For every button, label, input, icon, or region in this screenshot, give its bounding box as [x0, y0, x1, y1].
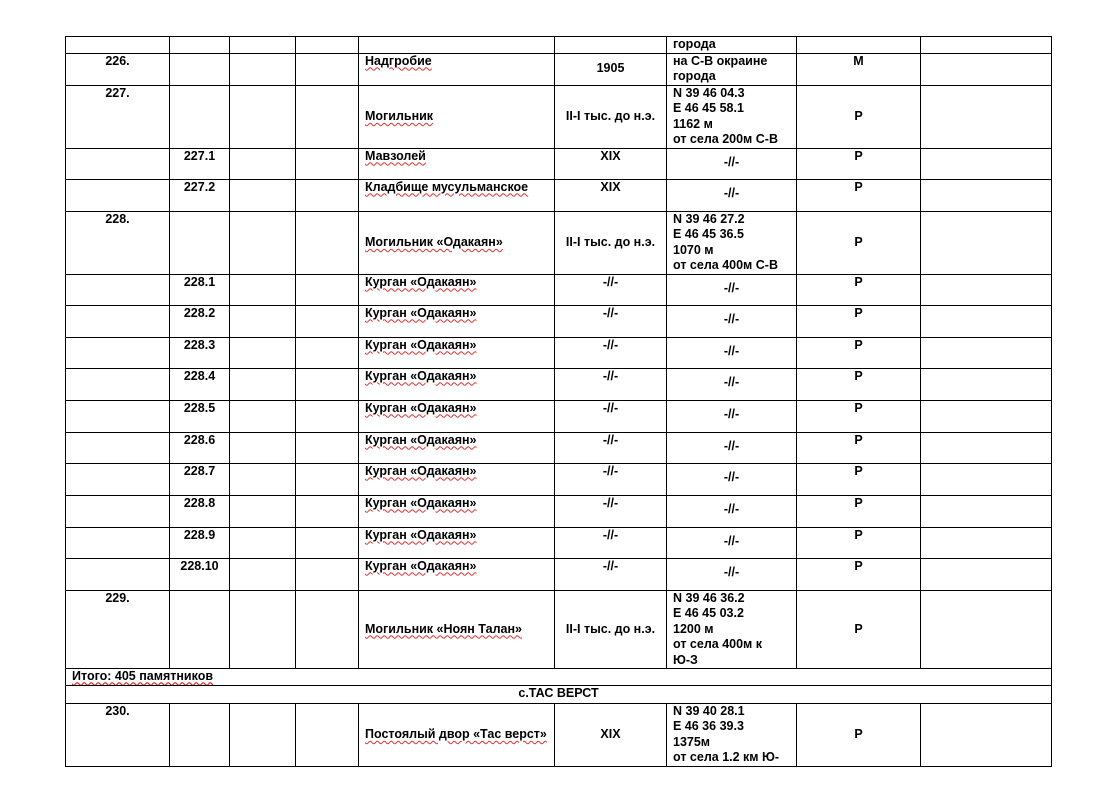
cell-empty	[230, 703, 296, 766]
cell-empty	[230, 53, 296, 85]
cell-empty	[230, 179, 296, 211]
cell-num: 226.	[66, 53, 170, 85]
cell-name	[359, 432, 555, 463]
location-line: E 46 45 03.2	[673, 606, 744, 620]
table-row	[66, 463, 1052, 495]
monument-name: Курган «Одакаян»	[365, 274, 477, 289]
table-body	[66, 37, 1052, 767]
location-ditto: -//-	[723, 406, 740, 421]
location-line: 1162 м	[673, 116, 713, 131]
cell-date: II-I тыс. до н.э.	[555, 590, 667, 669]
cell-num	[66, 148, 170, 179]
cell-date: -//-	[555, 337, 667, 368]
cell-date: -//-	[555, 400, 667, 432]
cell-name	[359, 463, 555, 495]
table-row	[66, 432, 1052, 463]
cell-empty	[296, 463, 359, 495]
cell-sub: 228.9	[170, 527, 230, 558]
monument-name: Мавзолей	[365, 148, 426, 163]
cell-category: Р	[797, 703, 921, 766]
cell-empty	[230, 37, 296, 54]
cell-date: XIX	[555, 179, 667, 211]
cell-category: Р	[797, 337, 921, 368]
monument-name: Могильник	[365, 108, 434, 123]
cell-empty	[921, 53, 1052, 85]
cell-sub: 228.7	[170, 463, 230, 495]
cell-name	[359, 37, 555, 54]
cell-name	[359, 85, 555, 148]
cell-sub: 228.2	[170, 305, 230, 337]
total-row	[66, 669, 1052, 686]
cell-empty	[921, 337, 1052, 368]
cell-name	[359, 305, 555, 337]
monument-name: Курган «Одакаян»	[365, 432, 477, 447]
cell-empty	[230, 85, 296, 148]
cell-sub: 228.10	[170, 558, 230, 590]
table-row	[66, 400, 1052, 432]
cell-category: Р	[797, 211, 921, 274]
location-ditto: -//-	[723, 469, 740, 484]
cell-empty	[230, 305, 296, 337]
cell-empty	[921, 703, 1052, 766]
location-ditto: -//-	[723, 154, 740, 169]
monument-name: Кладбище мусульманское	[365, 179, 529, 194]
cell-num: 227.	[66, 85, 170, 148]
cell-category: Р	[797, 432, 921, 463]
cell-location	[667, 274, 797, 305]
cell-empty	[296, 337, 359, 368]
monument-name: Курган «Одакаян»	[365, 527, 477, 542]
section-row	[66, 685, 1052, 703]
location-line: 1200 м	[673, 621, 714, 636]
cell-num	[66, 274, 170, 305]
cell-sub: 228.6	[170, 432, 230, 463]
table-row	[66, 148, 1052, 179]
cell-category: Р	[797, 495, 921, 527]
location-ditto: -//-	[723, 374, 740, 389]
table-row	[66, 703, 1052, 766]
cell-date: XIX	[555, 148, 667, 179]
cell-empty	[921, 274, 1052, 305]
cell-empty	[230, 463, 296, 495]
cell-empty	[296, 590, 359, 669]
cell-location	[667, 463, 797, 495]
cell-date: -//-	[555, 368, 667, 400]
location-line: 1375м	[673, 734, 711, 749]
cell-category	[797, 37, 921, 54]
location-line: N 39 46 27.2	[673, 211, 745, 226]
cell-empty	[230, 148, 296, 179]
location-line: города	[673, 69, 716, 83]
cell-empty	[230, 558, 296, 590]
cell-num: 230.	[66, 703, 170, 766]
cell-empty	[921, 463, 1052, 495]
cell-location	[667, 305, 797, 337]
location-ditto: -//-	[723, 438, 740, 453]
cell-location	[667, 527, 797, 558]
cell-category: Р	[797, 85, 921, 148]
cell-empty	[296, 527, 359, 558]
monument-name: Надгробие	[365, 53, 432, 68]
cell-sub	[170, 37, 230, 54]
location-ditto: -//-	[723, 185, 740, 200]
location-line: N 39 46 36.2	[673, 590, 745, 605]
cell-category: Р	[797, 558, 921, 590]
cell-empty	[921, 558, 1052, 590]
table-row	[66, 53, 1052, 85]
location-ditto: -//-	[723, 311, 740, 326]
cell-name	[359, 558, 555, 590]
cell-location	[667, 211, 797, 274]
cell-empty	[230, 590, 296, 669]
monument-name: Могильник «Ноян Талан»	[365, 621, 522, 636]
cell-empty	[296, 148, 359, 179]
location-line: от села 200м С-В	[673, 132, 778, 146]
cell-num: 228.	[66, 211, 170, 274]
cell-num	[66, 400, 170, 432]
cell-num	[66, 527, 170, 558]
total-text: Итого: 405 памятников	[72, 669, 214, 683]
cell-empty	[296, 432, 359, 463]
cell-empty	[230, 495, 296, 527]
cell-empty	[921, 432, 1052, 463]
table-row-continuation	[66, 37, 1052, 54]
cell-num	[66, 432, 170, 463]
cell-location	[667, 558, 797, 590]
cell-empty	[921, 495, 1052, 527]
cell-date: -//-	[555, 463, 667, 495]
cell-sub	[170, 53, 230, 85]
table-row	[66, 211, 1052, 274]
cell-empty	[230, 400, 296, 432]
location-line: E 46 45 36.5	[673, 227, 744, 241]
cell-date: -//-	[555, 558, 667, 590]
cell-num	[66, 37, 170, 54]
location-line: N 39 40 28.1	[673, 703, 745, 718]
cell-sub	[170, 703, 230, 766]
cell-sub: 228.5	[170, 400, 230, 432]
cell-category: Р	[797, 527, 921, 558]
monument-name: Постоялый двор «Тас верст»	[365, 726, 547, 741]
cell-category: Р	[797, 590, 921, 669]
total-cell	[66, 669, 1052, 686]
cell-empty	[296, 53, 359, 85]
cell-date: -//-	[555, 432, 667, 463]
location-ditto: -//-	[723, 343, 740, 358]
location-ditto: -//-	[723, 533, 740, 548]
cell-empty	[296, 274, 359, 305]
cell-location: города	[667, 37, 797, 54]
monument-name: Курган «Одакаян»	[365, 400, 477, 415]
cell-sub: 227.2	[170, 179, 230, 211]
cell-date: II-I тыс. до н.э.	[555, 211, 667, 274]
cell-category: Р	[797, 148, 921, 179]
cell-name	[359, 274, 555, 305]
cell-sub: 228.3	[170, 337, 230, 368]
cell-location	[667, 179, 797, 211]
cell-date: -//-	[555, 274, 667, 305]
cell-num: 229.	[66, 590, 170, 669]
cell-sub	[170, 85, 230, 148]
cell-location	[667, 400, 797, 432]
cell-sub: 228.4	[170, 368, 230, 400]
cell-category: Р	[797, 400, 921, 432]
section-title: с.ТАС ВЕРСТ	[66, 685, 1052, 703]
table-row	[66, 337, 1052, 368]
cell-date	[555, 37, 667, 54]
cell-empty	[921, 527, 1052, 558]
cell-sub	[170, 211, 230, 274]
cell-empty	[230, 432, 296, 463]
cell-name	[359, 495, 555, 527]
cell-empty	[296, 305, 359, 337]
cell-location	[667, 368, 797, 400]
cell-name	[359, 400, 555, 432]
cell-location	[667, 495, 797, 527]
monument-name: Курган «Одакаян»	[365, 495, 477, 510]
location-line: от села 400м к	[673, 637, 763, 651]
cell-empty	[921, 211, 1052, 274]
cell-category: Р	[797, 305, 921, 337]
monuments-table	[65, 36, 1052, 767]
table-row	[66, 590, 1052, 669]
cell-num	[66, 463, 170, 495]
cell-category: Р	[797, 463, 921, 495]
location-line: на С-В окраине	[673, 53, 768, 68]
cell-empty	[230, 527, 296, 558]
location-line: от села 1.2 км Ю-	[673, 750, 780, 764]
cell-name	[359, 53, 555, 85]
monument-name: Курган «Одакаян»	[365, 368, 477, 383]
cell-empty	[296, 558, 359, 590]
location-line: 1070 м	[673, 242, 714, 257]
cell-empty	[296, 368, 359, 400]
location-ditto: -//-	[723, 280, 740, 295]
cell-num	[66, 368, 170, 400]
cell-date: -//-	[555, 495, 667, 527]
cell-empty	[921, 179, 1052, 211]
cell-name	[359, 527, 555, 558]
cell-date: 1905	[555, 53, 667, 85]
table-row	[66, 274, 1052, 305]
cell-empty	[296, 495, 359, 527]
table-row	[66, 179, 1052, 211]
monument-name: Курган «Одакаян»	[365, 463, 477, 478]
cell-empty	[921, 400, 1052, 432]
cell-num	[66, 495, 170, 527]
cell-empty	[296, 85, 359, 148]
cell-location	[667, 53, 797, 85]
cell-empty	[921, 37, 1052, 54]
cell-empty	[230, 337, 296, 368]
location-ditto: -//-	[723, 501, 740, 516]
cell-name	[359, 211, 555, 274]
cell-empty	[921, 305, 1052, 337]
cell-sub: 228.8	[170, 495, 230, 527]
monument-name: Курган «Одакаян»	[365, 558, 477, 573]
cell-empty	[296, 211, 359, 274]
cell-location	[667, 590, 797, 669]
cell-date: -//-	[555, 527, 667, 558]
cell-location	[667, 85, 797, 148]
cell-empty	[921, 590, 1052, 669]
cell-category: Р	[797, 368, 921, 400]
cell-empty	[230, 274, 296, 305]
cell-empty	[230, 211, 296, 274]
monument-name: Могильник «Одакаян»	[365, 234, 503, 249]
cell-category: М	[797, 53, 921, 85]
cell-empty	[921, 85, 1052, 148]
table-row	[66, 368, 1052, 400]
cell-location	[667, 703, 797, 766]
cell-empty	[296, 179, 359, 211]
cell-empty	[296, 37, 359, 54]
cell-empty	[230, 368, 296, 400]
cell-name	[359, 368, 555, 400]
location-line: от села 400м С-В	[673, 258, 778, 272]
cell-date: II-I тыс. до н.э.	[555, 85, 667, 148]
cell-name	[359, 179, 555, 211]
table-row	[66, 85, 1052, 148]
cell-sub	[170, 590, 230, 669]
cell-empty	[921, 148, 1052, 179]
monument-name: Курган «Одакаян»	[365, 305, 477, 320]
table-row	[66, 495, 1052, 527]
cell-num	[66, 179, 170, 211]
cell-num	[66, 337, 170, 368]
location-line: E 46 45 58.1	[673, 101, 744, 115]
cell-empty	[296, 703, 359, 766]
location-ditto: -//-	[723, 564, 740, 579]
cell-date: -//-	[555, 305, 667, 337]
cell-category: Р	[797, 179, 921, 211]
cell-name	[359, 148, 555, 179]
cell-category: Р	[797, 274, 921, 305]
cell-name	[359, 337, 555, 368]
cell-empty	[296, 400, 359, 432]
cell-location	[667, 148, 797, 179]
location-line: N 39 46 04.3	[673, 85, 745, 100]
cell-location	[667, 337, 797, 368]
table-row	[66, 527, 1052, 558]
location-line: E 46 36 39.3	[673, 719, 744, 733]
cell-name	[359, 703, 555, 766]
cell-empty	[921, 368, 1052, 400]
location-line: Ю-З	[673, 652, 698, 667]
table-row	[66, 305, 1052, 337]
cell-sub: 227.1	[170, 148, 230, 179]
cell-sub: 228.1	[170, 274, 230, 305]
monument-name: Курган «Одакаян»	[365, 337, 477, 352]
cell-name	[359, 590, 555, 669]
cell-date: XIX	[555, 703, 667, 766]
table-row	[66, 558, 1052, 590]
cell-location	[667, 432, 797, 463]
cell-num	[66, 305, 170, 337]
cell-num	[66, 558, 170, 590]
